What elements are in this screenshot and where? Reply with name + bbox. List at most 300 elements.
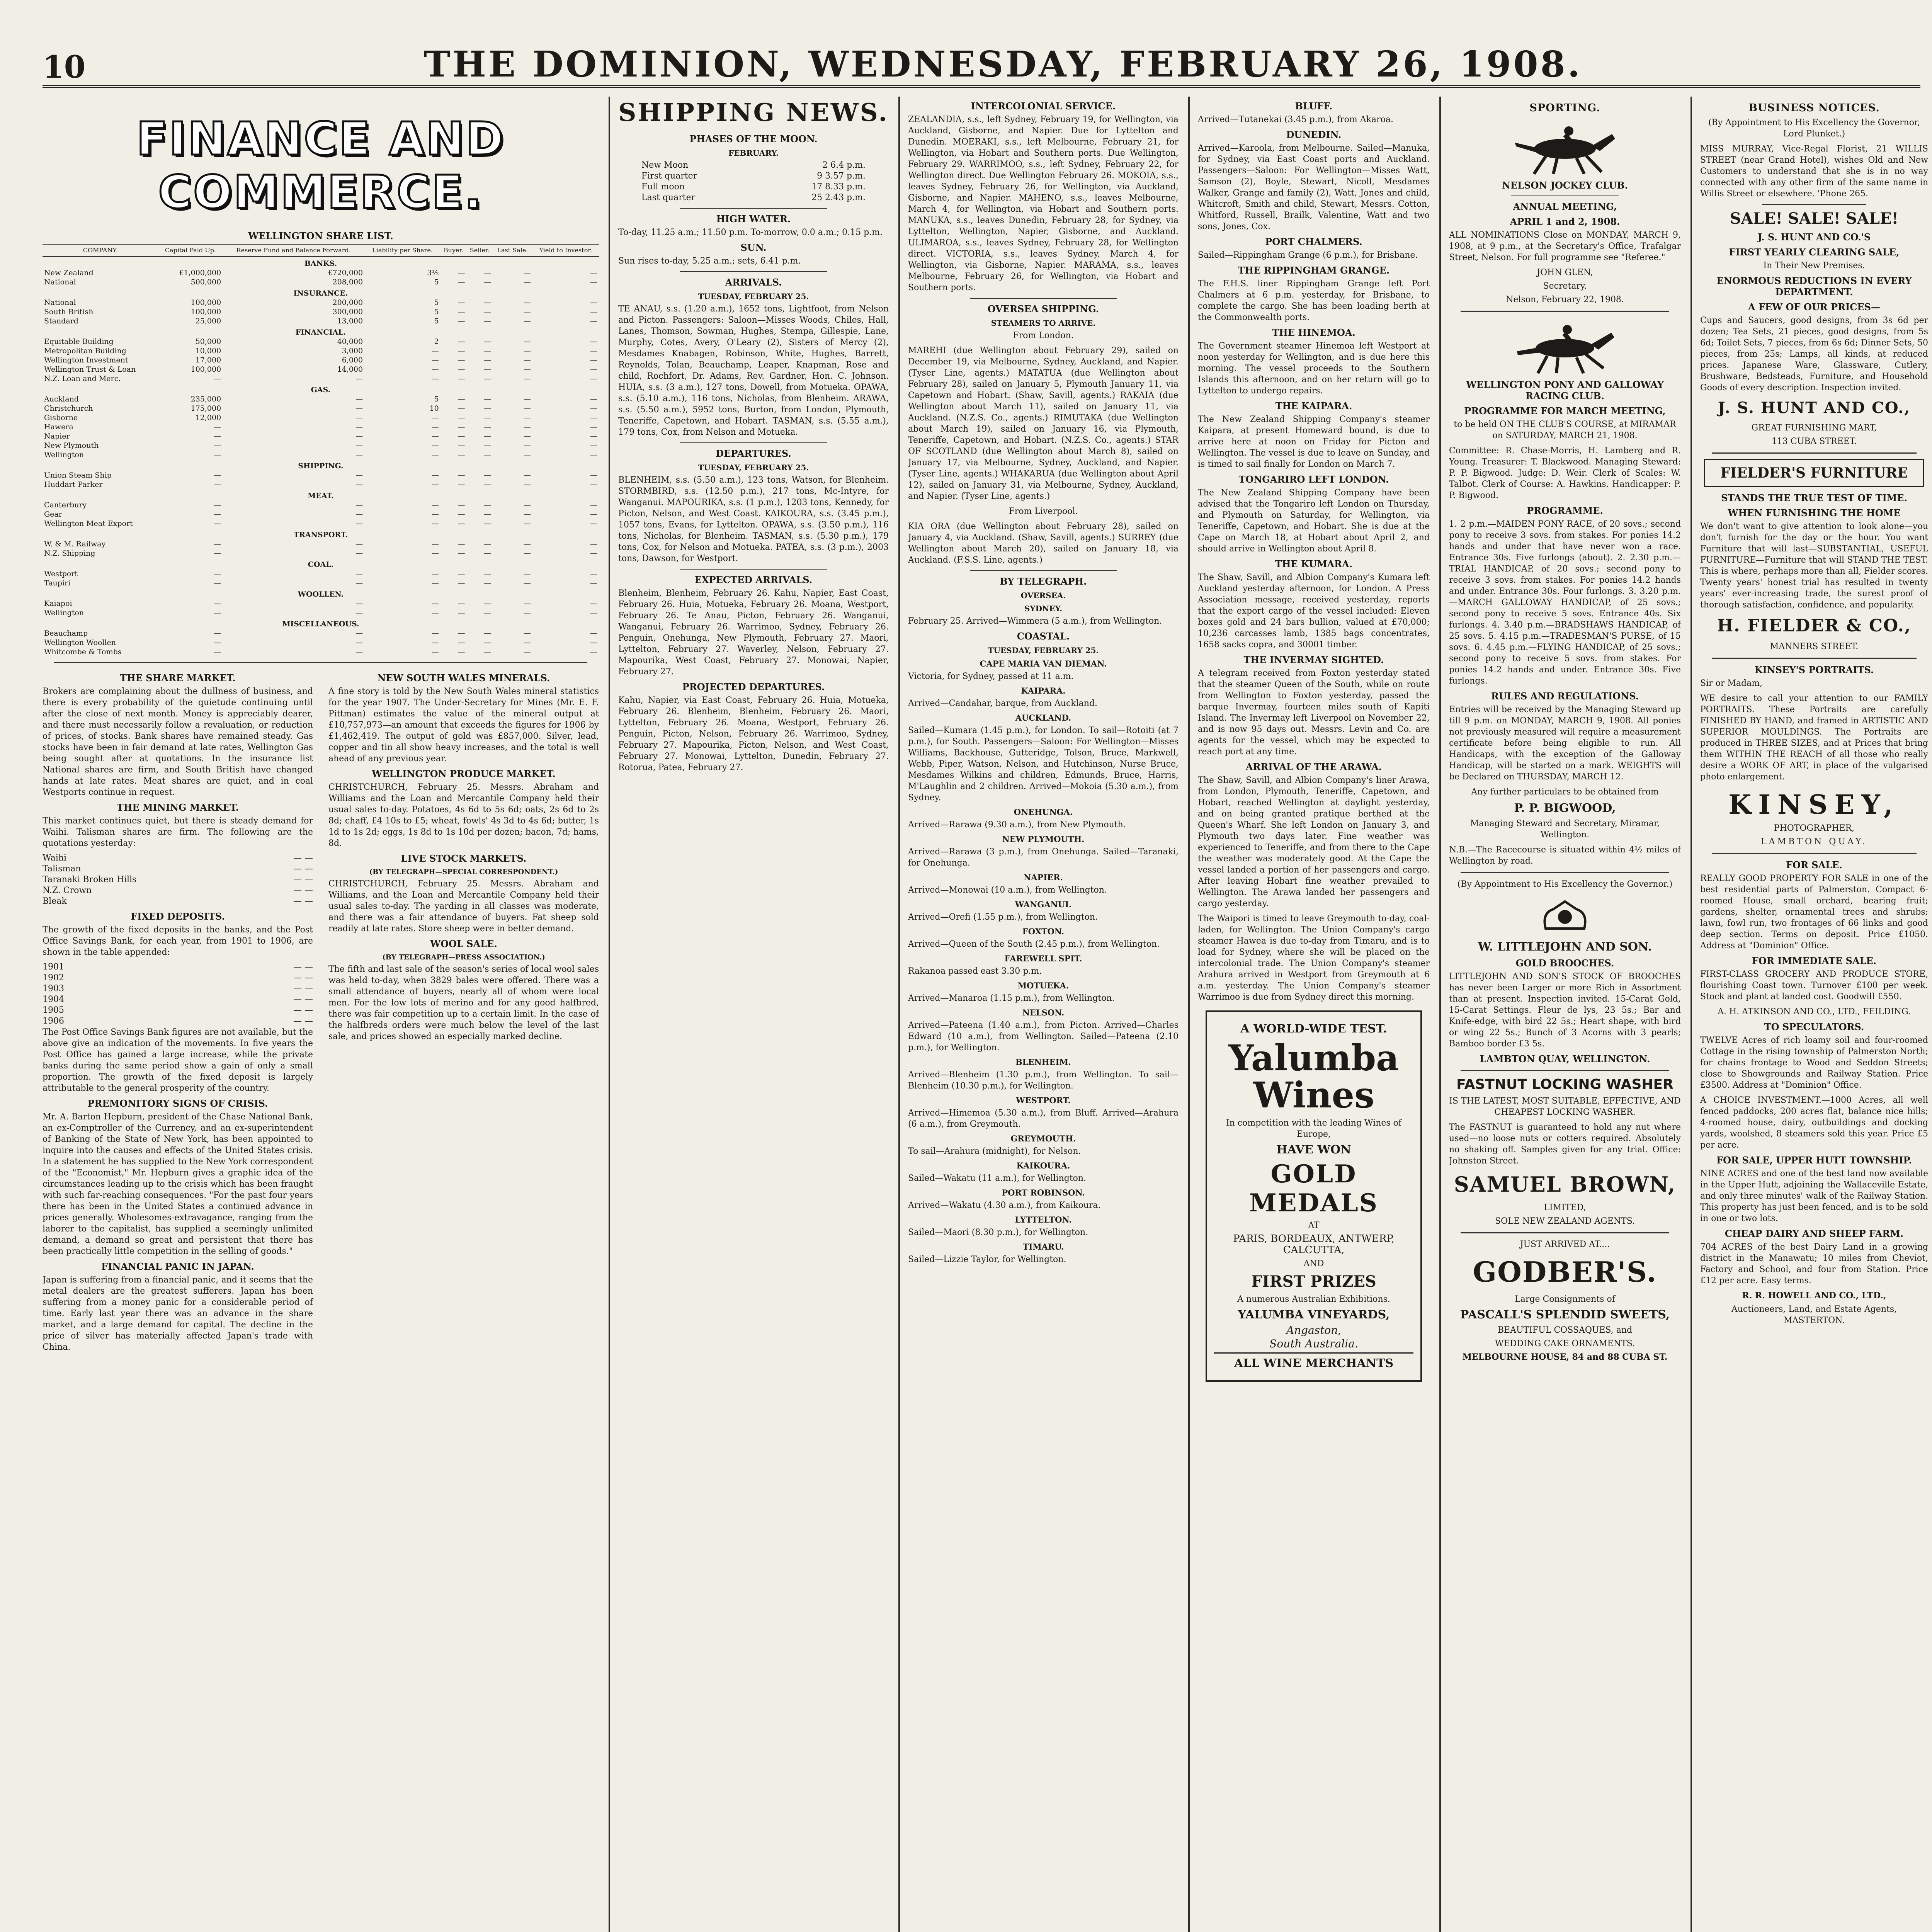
masthead [43, 43, 1920, 88]
share-cell-name: New Zealand [44, 269, 94, 277]
intercolonial-title: INTERCOLONIAL SERVICE. [971, 100, 1116, 112]
sale-banner: SALE! SALE! SALE! [1730, 209, 1899, 228]
share-cell-yield: — [590, 549, 597, 558]
share-cell-reserve: 40,000 [337, 337, 363, 346]
share-cell-seller: — [484, 570, 492, 578]
share-cell-last: — [523, 480, 531, 489]
share-cell-name: National [44, 278, 76, 286]
share-cell-liab: — [431, 519, 439, 528]
share-cell-last: — [523, 423, 531, 431]
programme-title: PROGRAMME FOR MARCH MEETING, [1464, 405, 1666, 417]
share-cell-liab: 5 [434, 317, 439, 325]
share-cell-capital: 235,000 [190, 395, 221, 403]
rules-title: RULES AND REGULATIONS. [1491, 690, 1639, 702]
share-cell-yield: — [590, 599, 597, 608]
wool-title: WOOL SALE. [430, 938, 497, 949]
moon-month: FEBRUARY. [728, 148, 779, 158]
moon-phase: New Moon [641, 160, 689, 170]
cheap-dairy-text: 704 ACRES of the best Dairy Land in a growing district in the Manawatu; 10 miles from Cheviot, Factory and School, and four from Station. Price £12 per acre. Easy terms. [1700, 1242, 1928, 1286]
share-cell-last: — [523, 510, 531, 519]
shipping-heading: SHIPPING NEWS. [618, 98, 889, 127]
share-cell-reserve: — [355, 599, 363, 608]
port-text: Sailed—Lizzie Taylor, for Wellington. [908, 1255, 1066, 1264]
share-cell-seller: — [484, 579, 492, 587]
share-cell-capital: — [214, 480, 221, 489]
samuel-brown-name: SAMUEL BROWN, [1454, 1172, 1676, 1197]
share-cell-buyer: — [457, 404, 465, 413]
deposit-row [43, 1005, 313, 1016]
share-cell-buyer: — [457, 519, 465, 528]
share-cell-yield: — [590, 347, 597, 355]
share-cell-name: South British [44, 308, 94, 316]
share-cell-liab: — [431, 629, 439, 638]
share-category-row [43, 588, 599, 599]
port-title: AUCKLAND. [1015, 713, 1071, 723]
col-last-sale: Last Sale. [493, 244, 532, 257]
share-cell-last: — [523, 549, 531, 558]
share-cell-last: — [523, 451, 531, 459]
moon-phase: Full moon [641, 182, 685, 192]
reductions: ENORMOUS REDUCTIONS IN EVERY DEPARTMENT. [1716, 275, 1912, 298]
share-row [43, 374, 599, 383]
moon-row [641, 182, 866, 192]
port-text: Arrived—Himemoa (5.30 a.m.), from Bluff. Arrived—Arahura (6 a.m.), from Greymouth. [908, 1108, 1179, 1129]
share-category: GAS. [311, 386, 331, 394]
port-text: Sailed—Wakatu (11 a.m.), for Wellington. [908, 1173, 1087, 1183]
share-market-text: Brokers are complaining about the dullness of business, and there is every probability of the quietude continuing until after the close of next month. Money is appreciably dearer, and there must necessarily follow a revaluation, or reduction of prices, of stocks. Bank shares have remained steady. Gas stocks have been in fair demand at late rates, Wellington Gas being sought after at quotations. In the insurance list National shares are firm, and South British have changed hands at late rates. Meat shares are quiet, and in coal Westports continue in request. [43, 687, 313, 797]
share-cell-reserve: — [355, 413, 363, 422]
share-category: FINANCIAL. [295, 328, 346, 337]
clearing-sale: FIRST YEARLY CLEARING SALE, [1729, 247, 1900, 258]
bigwood-note: N.B.—The Racecourse is situated within 4½ miles of Wellington by road. [1449, 845, 1681, 866]
share-cell-name: Wellington Woollen [44, 638, 116, 647]
share-cell-seller: — [484, 519, 492, 528]
share-cell-buyer: — [457, 317, 465, 325]
port-text: Arrived—Candahar, barque, from Auckland. [908, 699, 1098, 708]
fastnut-text: The FASTNUT is guaranteed to hold any nut where used—no loose nuts or cotters required. Absolutely no shaking off. Samples given for any trial. Office: Johnston Street. [1449, 1122, 1681, 1166]
share-cell-yield: — [590, 278, 597, 286]
share-cell-buyer: — [457, 395, 465, 403]
share-row [43, 500, 599, 510]
pascall-sweets: PASCALL'S SPLENDID SWEETS, [1460, 1308, 1670, 1321]
share-row [43, 647, 599, 656]
port-text: Arrived—Rarawa (3 p.m.), from Onehunga. Sailed—Taranaki, for Onehunga. [908, 847, 1179, 868]
annual-dates: APRIL 1 and 2, 1908. [1510, 216, 1620, 227]
share-cell-reserve: — [355, 629, 363, 638]
kumara-title: THE KUMARA. [1275, 558, 1353, 570]
share-cell-liab: — [431, 365, 439, 374]
share-cell-liab: 5 [434, 278, 439, 286]
furnishing-mart: GREAT FURNISHING MART, [1751, 423, 1877, 433]
port-text: Arrived—Orefi (1.55 p.m.), from Wellington. [908, 912, 1098, 922]
moon-phase: Last quarter [641, 193, 696, 202]
share-cell-last: — [523, 638, 531, 647]
share-row [43, 432, 599, 441]
sydney-text: February 25. Arrived—Wimmera (5 a.m.), from Wellington. [908, 616, 1162, 626]
share-cell-last: — [523, 269, 531, 277]
share-cell-yield: — [590, 395, 597, 403]
share-cell-buyer: — [457, 365, 465, 374]
share-category: TRANSPORT. [293, 531, 348, 539]
port-title: MOTUEKA. [1017, 981, 1069, 990]
fielder-when: WHEN FURNISHING THE HOME [1728, 507, 1901, 519]
share-cell-name: Auckland [44, 395, 79, 403]
deposit-year: 1903 [43, 984, 64, 993]
kaipara-title: THE KAIPARA. [1275, 400, 1352, 412]
departures-title: DEPARTURES. [716, 448, 791, 459]
col-seller: Seller. [467, 244, 493, 257]
share-cell-reserve: — [355, 540, 363, 548]
share-row [43, 599, 599, 608]
dunedin-text: Arrived—Karoola, from Melbourne. Sailed—Manuka, for Sydney, via East Coast ports and Auckland. Passengers—Saloon: For Wellington—Misses Watt, Samson (2), Boyle, Stewart, Nicoll, Mesdames Walker, Grange and family (2), Watt, Jones and child, Whitcroft, Smith and child, Stewart, Messrs. Cotton, Whitford, Russell, Brailk, Valentine, Watt and two sons, Jones, Cox. [1198, 143, 1430, 231]
share-category: INSURANCE. [293, 289, 348, 298]
share-cell-yield: — [590, 423, 597, 431]
wedding-ornaments: WEDDING CAKE ORNAMENTS. [1495, 1339, 1635, 1349]
share-cell-yield: — [590, 404, 597, 413]
share-cell-buyer: — [457, 337, 465, 346]
share-cell-seller: — [484, 540, 492, 548]
share-cell-last: — [523, 501, 531, 509]
port-report-list [908, 659, 1179, 1265]
share-cell-reserve: — [355, 432, 363, 440]
share-cell-buyer: — [457, 480, 465, 489]
share-cell-name: N.Z. Loan and Merc. [44, 374, 121, 383]
share-cell-buyer: — [457, 599, 465, 608]
share-cell-name: Whitcombe & Tombs [44, 648, 122, 656]
share-category-row [43, 383, 599, 395]
kinsey-name: KINSEY, [1728, 789, 1900, 820]
share-cell-name: Metropolitan Building [44, 347, 126, 355]
share-cell-liab: — [431, 549, 439, 558]
share-cell-buyer: — [457, 413, 465, 422]
port-title: WANGANUI. [1015, 900, 1072, 909]
choice-text: A CHOICE INVESTMENT.—1000 Acres, all well fenced paddocks, 200 acres flat, balance nice hills; 4-roomed house, dairy, outbuildings and docking yards, woolshed, 8 steamers sold this year. Price £5 per acre. [1700, 1095, 1928, 1150]
tongariro-title: TONGARIRO LEFT LONDON. [1238, 474, 1389, 485]
share-cell-yield: — [590, 269, 597, 277]
share-cell-last: — [523, 599, 531, 608]
share-cell-liab: — [431, 374, 439, 383]
sun-title: SUN. [740, 242, 767, 253]
share-cell-yield: — [590, 365, 597, 374]
share-cell-seller: — [484, 423, 492, 431]
port-text: Arrived—Queen of the South (2.45 p.m.), from Wellington. [908, 939, 1160, 949]
share-cell-liab: — [431, 413, 439, 422]
yalumba-competition: In competition with the leading Wines of Europe, [1226, 1118, 1402, 1139]
deposit-values: — — [293, 962, 313, 972]
share-row [43, 608, 599, 617]
col-yield: Yield to Investor. [532, 244, 599, 257]
share-row [43, 337, 599, 346]
share-cell-name: Hawera [44, 423, 73, 431]
crisis-title: PREMONITORY SIGNS OF CRISIS. [87, 1098, 268, 1109]
share-cell-name: Taupiri [44, 579, 71, 587]
shipping-column [618, 97, 889, 1932]
share-cell-name: Beauchamp [44, 629, 88, 638]
share-cell-buyer: — [457, 501, 465, 509]
share-cell-last: — [523, 609, 531, 617]
port-title: BLENHEIM. [1015, 1057, 1071, 1067]
fastnut-title: FASTNUT LOCKING WASHER [1456, 1077, 1673, 1092]
mining-list [43, 853, 313, 907]
share-cell-buyer: — [457, 441, 465, 450]
upper-hutt-title: FOR SALE, UPPER HUTT TOWNSHIP. [1716, 1155, 1912, 1166]
share-cell-last: — [523, 413, 531, 422]
share-cell-capital: — [214, 570, 221, 578]
share-cell-last: — [523, 365, 531, 374]
share-list-title: WELLINGTON SHARE LIST. [248, 230, 393, 242]
telegraph-oversea: OVERSEA. [1020, 591, 1066, 600]
share-cell-buyer: — [457, 308, 465, 316]
share-cell-seller: — [484, 480, 492, 489]
port-text: To sail—Arahura (midnight), for Nelson. [908, 1146, 1081, 1156]
share-cell-seller: — [484, 609, 492, 617]
share-cell-yield: — [590, 317, 597, 325]
share-cell-reserve: 200,000 [332, 298, 363, 307]
share-cell-reserve: — [355, 471, 363, 480]
share-cell-last: — [523, 519, 531, 528]
rippingham-text: The F.H.S. liner Rippingham Grange left Port Chalmers at 6 p.m. yesterday, for Brisbane, to complete the cargo. She has been loading berth at the Commonwealth ports. [1198, 279, 1430, 322]
share-cell-seller: — [484, 269, 492, 277]
tongariro-text: The New Zealand Shipping Company have been advised that the Tongariro left London on Thursday, and Plymouth on Saturday, for Wellington, via Teneriffe, Capetown, and Hobart. She is due at the Cape on March 18, at Hobart about April 2, and should arrive in Wellington about April 8. [1198, 488, 1430, 554]
share-cell-seller: — [484, 413, 492, 422]
share-cell-name: Wellington Trust & Loan [44, 365, 136, 374]
departures-date: TUESDAY, FEBRUARY 25. [698, 463, 809, 472]
share-cell-name: Wellington [44, 451, 84, 459]
share-cell-reserve: — [355, 480, 363, 489]
expected-text: Blenheim, Blenheim, February 26. Kahu, Napier, East Coast, February 26. Huia, Motueka, February 26. Moana, Westport, February 26. Te Anau, Picton, February 26. Wanganui, Wanganui, February 26. Warrimoo, Sydney, February 26. Penguin, Onehunga, New Plymouth, February 27. Maori, Lyttelton, February 27. Waverley, Nelson, February 27. Mapourika, West Coast, February 27. Monowai, Napier, February 27. [618, 588, 889, 677]
share-cell-buyer: — [457, 471, 465, 480]
finance-left-subcol [43, 668, 313, 1357]
share-cell-seller: — [484, 629, 492, 638]
mining-quote: — — [293, 864, 313, 874]
hinemoa-text: The Government steamer Hinemoa left Westport at noon yesterday for Wellington, and is due here this morning. The vessel proceeds to the Southern Islands this afternoon, and on her return will go to Lyttelton to undergo repairs. [1198, 341, 1430, 396]
port-title: FOXTON. [1022, 927, 1065, 936]
mining-name: Bleak [43, 896, 67, 906]
share-cell-last: — [523, 347, 531, 355]
mineral-text: A fine story is told by the New South Wales mineral statistics for the year 1907. The Under-Secretary for Mines (Mr. E. F. Pittman) estimates the value of the mineral output at £10,757,973—an amount that exceeds the figures for 1906 by £1,462,419. The output of gold was £857,000. Silver, lead, copper and tin all show heavy increases, and the total is well ahead of any previous year. [328, 687, 599, 764]
arrivals-title: ARRIVALS. [725, 277, 782, 288]
sun-text: Sun rises to-day, 5.25 a.m.; sets, 6.41 p.m. [618, 256, 801, 266]
share-cell-last: — [523, 471, 531, 480]
port-title: NELSON. [1022, 1008, 1065, 1017]
arrivals-date: TUESDAY, FEBRUARY 25. [698, 292, 809, 301]
bigwood-name: P. P. BIGWOOD, [1514, 801, 1616, 815]
share-cell-seller: — [484, 432, 492, 440]
share-cell-last: — [523, 648, 531, 656]
share-cell-last: — [523, 579, 531, 587]
port-title: FAREWELL SPIT. [1004, 954, 1082, 963]
share-cell-last: — [523, 337, 531, 346]
share-cell-name: Kaiapoi [44, 599, 72, 608]
murray-appointment: (By Appointment to His Excellency the Governor, Lord Plunket.) [1708, 118, 1920, 139]
share-cell-seller: — [484, 638, 492, 647]
oversea-title: OVERSEA SHIPPING. [987, 303, 1099, 315]
produce-text: CHRISTCHURCH, February 25. Messrs. Abraham and Williams and the Loan and Mercantile Company held their usual sales to-day. Potatoes, 4s 6d to 5s 6d; oats, 2s 6d to 2s 8d; chaff, £4 10s to £5; wheat, fowls' 4s 3d to 4s 6d; butter, 1s 1d to 1s 2d; eggs, 1s 8d to 1s 10d per dozen; bacon, 7d; hams, 8d. [328, 782, 599, 848]
yalumba-exhibitions: A numerous Australian Exhibitions. [1237, 1294, 1390, 1304]
littlejohn-name: W. LITTLEJOHN AND SON. [1478, 940, 1652, 954]
share-cell-seller: — [484, 308, 492, 316]
share-category-row [43, 257, 599, 268]
business-title: BUSINESS NOTICES. [1748, 102, 1880, 114]
share-cell-liab: — [431, 579, 439, 587]
share-category: BANKS. [304, 259, 337, 268]
deposit-row [43, 994, 313, 1005]
rules-text: Entries will be received by the Managing Steward up till 9 p.m. on MONDAY, MARCH 9, 1908. All ponies not previously measured will require a measurement certificate before being eligible to run. All Handicaps, with the exception of the Galloway Handicap, will be started on a mark. WEIGHTS will be Declared on THURSDAY, MARCH 12. [1449, 705, 1681, 782]
share-category-row [43, 287, 599, 298]
share-cell-reserve: 13,000 [337, 317, 363, 325]
speculators-text: TWELVE Acres of rich loamy soil and four-roomed Cottage in the rising township of Palmerston North; for chains frontage to Wood and Seddon Streets; close to Showgrounds and Railway Station. Price £3500. Address at "Dominion" Office. [1700, 1036, 1928, 1090]
share-cell-last: — [523, 570, 531, 578]
port-chalmers-text: Sailed—Rippingham Grange (6 p.m.), for Brisbane. [1198, 250, 1418, 260]
committee-text: Committee: R. Chase-Morris, H. Lamberg and R. Young. Treasurer: T. Blackwood. Managing Steward: P. P. Bigwood. Judge: D. Weir. Clerk of Scales: W. Talbot. Clerk of Course: A. Hawkins. Handicapper: P. P. Bigwood. [1449, 446, 1681, 500]
share-cell-capital: — [214, 638, 221, 647]
dunedin-title: DUNEDIN. [1286, 129, 1342, 140]
yalumba-vineyards: YALUMBA VINEYARDS, [1238, 1308, 1390, 1321]
share-cell-reserve: — [355, 423, 363, 431]
kinsey-lambton: LAMBTON QUAY. [1761, 837, 1867, 847]
share-cell-name: Union Steam Ship [44, 471, 112, 480]
share-category-row [43, 326, 599, 337]
share-cell-capital: — [214, 549, 221, 558]
cuba-street: 113 CUBA STREET. [1771, 437, 1857, 446]
moon-title: PHASES OF THE MOON. [689, 133, 818, 145]
high-water-title: HIGH WATER. [716, 213, 791, 224]
port-title: LYTTELTON. [1015, 1215, 1072, 1225]
share-row [43, 298, 599, 307]
melbourne-house: MELBOURNE HOUSE, 84 and 88 CUBA ST. [1462, 1352, 1668, 1362]
bluff-text: Arrived—Tutanekai (3.45 p.m.), from Akaroa. [1198, 115, 1393, 124]
col-reserve: Reserve Fund and Balance Forward. [223, 244, 364, 257]
share-cell-last: — [523, 278, 531, 286]
share-cell-name: Westport [44, 570, 78, 578]
share-cell-liab: 5 [434, 395, 439, 403]
mining-quote: — — [293, 896, 313, 906]
share-cell-buyer: — [457, 638, 465, 647]
deposit-year: 1905 [43, 1005, 64, 1015]
share-cell-reserve: — [355, 374, 363, 383]
mining-quote: — — [293, 853, 313, 863]
col-liability: Liability per Share. [364, 244, 440, 257]
jockey-club-name: NELSON JOCKEY CLUB. [1502, 180, 1628, 191]
kinsey-photographer: PHOTOGRAPHER, [1774, 823, 1855, 833]
mineral-title: NEW SOUTH WALES MINERALS. [377, 672, 550, 684]
share-cell-reserve: 3,000 [342, 347, 363, 355]
port-text: Arrived—Monowai (10 a.m.), from Wellington. [908, 885, 1107, 895]
share-cell-capital: — [214, 519, 221, 528]
cossaques: BEAUTIFUL COSSAQUES, and [1497, 1325, 1633, 1335]
deposit-year: 1901 [43, 962, 64, 972]
moon-time: 2 6.4 p.m. [822, 160, 866, 170]
share-cell-reserve: — [355, 501, 363, 509]
yalumba-gold-medals: GOLD MEDALS [1249, 1160, 1378, 1218]
share-row [43, 638, 599, 647]
share-cell-name: Christchurch [44, 404, 93, 413]
share-cell-name: Standard [44, 317, 78, 325]
share-row [43, 316, 599, 326]
share-category: COAL. [308, 560, 334, 569]
manners-street: MANNERS STREET. [1770, 642, 1859, 651]
share-cell-name: Wellington Meat Export [44, 519, 133, 528]
business-column [1700, 97, 1928, 1932]
moon-row [641, 160, 866, 171]
pony-club-name: WELLINGTON PONY AND GALLOWAY RACING CLUB. [1466, 379, 1664, 401]
fielder-text: We don't want to give attention to look alone—you don't furnish for the day or the hour. You want Furniture that will last—SUBSTANTIAL, USEFUL FURNITURE—Furniture that will STAND THE TEST. This is where, perhaps more than all, Fielder scores. Twenty years' honest trial has resulted in twenty years' ever-increasing trade, the surest proof of thorough satisfaction, confidence, and popularity. [1700, 522, 1928, 610]
oversea-from-london: From London. [1013, 331, 1074, 340]
share-row [43, 471, 599, 480]
share-cell-seller: — [484, 549, 492, 558]
share-cell-seller: — [484, 451, 492, 459]
deposit-list [43, 962, 313, 1027]
share-row [43, 307, 599, 316]
mining-name: Waihi [43, 853, 67, 863]
mining-name: Talisman [43, 864, 81, 874]
share-category: MISCELLANEOUS. [282, 620, 359, 628]
share-cell-name: N.Z. Shipping [44, 549, 95, 558]
share-cell-yield: — [590, 570, 597, 578]
share-cell-liab: 10 [429, 404, 439, 413]
moon-list [641, 160, 866, 203]
howell-sub: Auctioneers, Land, and Estate Agents, MASTERTON. [1731, 1304, 1897, 1325]
port-text: Rakanoa passed east 3.30 p.m. [908, 966, 1042, 976]
share-cell-last: — [523, 395, 531, 403]
invermay-text: A telegram received from Foxton yesterday stated that the steamer Queen of the South, while on route from Wellington to Foxton yesterday, passed the barque Invermay, fourteen miles south of Kapiti Island. The Invermay left Liverpool on November 22, and is now 95 days out. Messrs. Levin and Co. are agents for the vessel, which may be expected to reach port at any time. [1198, 668, 1430, 757]
samuel-brown-limited: LIMITED, [1544, 1203, 1586, 1213]
share-row [43, 395, 599, 404]
share-row [43, 539, 599, 549]
port-text: Arrived—Pateena (1.40 a.m.), from Picton. Arrived—Charles Edward (10 a.m.), from Wellington. Sailed—Pateena (2.10 p.m.), for Wellington. [908, 1020, 1179, 1053]
share-cell-liab: — [431, 451, 439, 459]
share-cell-name: Canterbury [44, 501, 87, 509]
fielder-banner: FIELDER'S FURNITURE [1704, 459, 1924, 487]
share-cell-yield: — [590, 579, 597, 587]
share-cell-capital: 100,000 [190, 308, 221, 316]
share-cell-name: National [44, 298, 76, 307]
share-cell-seller: — [484, 278, 492, 286]
yalumba-and: AND [1303, 1259, 1324, 1269]
share-cell-name: New Plymouth [44, 441, 99, 450]
share-cell-name: W. & M. Railway [44, 540, 106, 548]
share-cell-yield: — [590, 519, 597, 528]
share-cell-seller: — [484, 298, 492, 307]
share-cell-capital: 25,000 [195, 317, 221, 325]
share-cell-liab: — [431, 570, 439, 578]
page-number: 10 [43, 49, 86, 85]
share-cell-buyer: — [457, 374, 465, 383]
deposit-values: — — [293, 973, 313, 983]
jshunt-name: J. S. HUNT AND CO., [1718, 399, 1911, 417]
kaipara-text: The New Zealand Shipping Company's steamer Kaipara, at present Homeward bound, is due to arrive here at noon on Friday for Picton and Wellington. The vessel is due to leave on Sunday, and is timed to sail finally for London on March 7. [1198, 415, 1430, 469]
coastal-date: TUESDAY, FEBRUARY 25. [988, 646, 1099, 655]
projected-text: Kahu, Napier, via East Coast, February 26. Huia, Motueka, February 26. Blenheim, Blenheim, February 26. Maori, Lyttelton, February 26. Moana, Westport, February 26. Penguin, Picton, Nelson, February 26. Warrimoo, Sydney, February 27. Mapourika, Picton, Nelson, and West Coast, February 27. Monowai, Lyttelton, Dunedin, February 27. Rotorua, Patea, February 27. [618, 696, 889, 772]
share-cell-seller: — [484, 648, 492, 656]
share-cell-reserve: — [355, 441, 363, 450]
mining-quote: — — [293, 875, 313, 884]
share-cell-yield: — [590, 609, 597, 617]
share-row [43, 519, 599, 528]
bigwood-role: Managing Steward and Secretary, Miramar, Wellington. [1470, 819, 1660, 840]
moon-time: 9 3.57 p.m. [817, 171, 866, 181]
share-cell-name: Gear [44, 510, 62, 519]
fixed-deposits-title: FIXED DEPOSITS. [131, 911, 225, 922]
yalumba-places: PARIS, BORDEAUX, ANTWERP, CALCUTTA, [1233, 1233, 1395, 1256]
share-cell-buyer: — [457, 648, 465, 656]
nominations-text: ALL NOMINATIONS Close on MONDAY, MARCH 9, 1908, at 9 p.m., at the Secretary's Office, Trafalgar Street, Nelson. For full programme see "Referee." [1449, 230, 1681, 262]
samuel-brown-agents: SOLE NEW ZEALAND AGENTS. [1495, 1216, 1635, 1226]
share-cell-capital: 100,000 [190, 298, 221, 307]
deposit-values: — — [293, 995, 313, 1004]
projected-title: PROJECTED DEPARTURES. [682, 681, 825, 692]
coastal-title: COASTAL. [1017, 631, 1070, 642]
